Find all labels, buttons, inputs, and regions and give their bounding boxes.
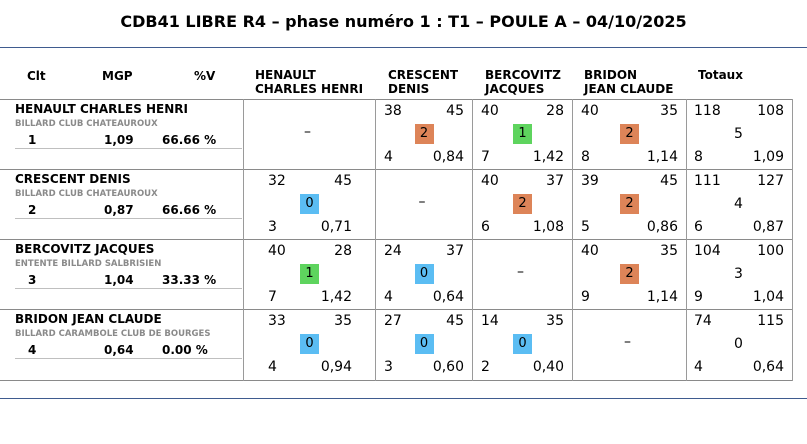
match-score-badge: 2 <box>513 194 532 214</box>
total-average: 1,04 <box>752 289 784 305</box>
match-points: 40 <box>581 243 599 259</box>
match-innings: 3 <box>268 219 277 235</box>
total-innings: 4 <box>694 359 703 375</box>
header-clt: Clt <box>27 69 46 83</box>
row-separator <box>0 239 792 240</box>
match-points: 40 <box>268 243 286 259</box>
match-distance: 37 <box>446 243 464 259</box>
match-average: 0,94 <box>320 359 352 375</box>
match-distance: 35 <box>546 313 564 329</box>
match-distance: 45 <box>446 313 464 329</box>
match-points: 33 <box>268 313 286 329</box>
self-match-marker: – <box>624 334 631 350</box>
total-distance: 100 <box>757 243 784 259</box>
player-mgp: 1,09 <box>104 133 134 147</box>
player-pct: 66.66 % <box>162 203 217 217</box>
total-match-points: 3 <box>734 266 743 282</box>
header-totaux: Totaux <box>698 68 743 82</box>
player-mgp: 0,87 <box>104 203 134 217</box>
total-match-points: 5 <box>734 126 743 142</box>
match-points: 32 <box>268 173 286 189</box>
page-title: CDB41 LIBRE R4 – phase numéro 1 : T1 – POULE A – 04/10/2025 <box>120 12 687 31</box>
row-separator <box>0 99 792 100</box>
match-points: 39 <box>581 173 599 189</box>
match-score-badge: 0 <box>513 334 532 354</box>
player-name: BRIDON JEAN CLAUDE <box>15 312 162 326</box>
match-average: 0,86 <box>646 219 678 235</box>
total-average: 0,87 <box>752 219 784 235</box>
header-col2-line2: DENIS <box>388 82 430 96</box>
match-points: 40 <box>481 103 499 119</box>
match-average: 1,42 <box>320 289 352 305</box>
match-innings: 4 <box>384 289 393 305</box>
match-score-badge: 2 <box>415 124 434 144</box>
match-points: 24 <box>384 243 402 259</box>
match-distance: 37 <box>546 173 564 189</box>
match-average: 1,08 <box>532 219 564 235</box>
player-name: CRESCENT DENIS <box>15 172 131 186</box>
match-score-badge: 0 <box>415 264 434 284</box>
header-col3-line2: JACQUES <box>485 82 545 96</box>
total-match-points: 4 <box>734 196 743 212</box>
header-col3 <box>485 68 561 96</box>
total-average: 1,09 <box>752 149 784 165</box>
match-innings: 8 <box>581 149 590 165</box>
total-average: 0,64 <box>752 359 784 375</box>
match-innings: 4 <box>384 149 393 165</box>
match-distance: 28 <box>546 103 564 119</box>
header-col1-line1: HENAULT <box>255 68 316 82</box>
match-score-badge: 2 <box>620 124 639 144</box>
header-col1 <box>255 68 363 96</box>
match-distance: 35 <box>660 243 678 259</box>
row-separator <box>0 380 792 381</box>
total-match-points: 0 <box>734 336 743 352</box>
stat-underline <box>15 358 242 359</box>
column-separator <box>375 99 376 381</box>
match-score-badge: 2 <box>620 194 639 214</box>
column-separator <box>572 99 573 381</box>
total-points: 104 <box>694 243 721 259</box>
header-col2-line1: CRESCENT <box>388 68 459 82</box>
total-points: 118 <box>694 103 721 119</box>
total-distance: 108 <box>757 103 784 119</box>
match-innings: 6 <box>481 219 490 235</box>
total-innings: 9 <box>694 289 703 305</box>
header-col4 <box>584 68 673 96</box>
match-average: 1,14 <box>646 149 678 165</box>
self-match-marker: – <box>517 264 524 280</box>
match-distance: 45 <box>660 173 678 189</box>
total-distance: 115 <box>757 313 784 329</box>
match-average: 0,60 <box>432 359 464 375</box>
header-pct: %V <box>194 69 216 83</box>
match-points: 27 <box>384 313 402 329</box>
match-points: 40 <box>481 173 499 189</box>
match-points: 38 <box>384 103 402 119</box>
self-match-marker: – <box>304 124 311 140</box>
match-score-badge: 2 <box>620 264 639 284</box>
player-pct: 33.33 % <box>162 273 217 287</box>
player-rank: 2 <box>28 203 37 217</box>
match-innings: 7 <box>268 289 277 305</box>
header-mgp: MGP <box>102 69 133 83</box>
player-rank: 1 <box>28 133 37 147</box>
player-rank: 4 <box>28 343 37 357</box>
match-average: 1,42 <box>532 149 564 165</box>
match-points: 14 <box>481 313 499 329</box>
match-points: 40 <box>581 103 599 119</box>
stat-underline <box>15 148 242 149</box>
match-average: 0,40 <box>532 359 564 375</box>
match-distance: 45 <box>334 173 352 189</box>
total-innings: 6 <box>694 219 703 235</box>
match-average: 0,64 <box>432 289 464 305</box>
player-club: BILLARD CLUB CHATEAUROUX <box>15 119 158 129</box>
header-col1-line2: CHARLES HENRI <box>255 82 364 96</box>
match-distance: 35 <box>660 103 678 119</box>
top-divider <box>0 47 807 48</box>
stat-underline <box>15 288 242 289</box>
row-separator <box>0 309 792 310</box>
stat-underline <box>15 218 242 219</box>
total-innings: 8 <box>694 149 703 165</box>
match-average: 0,71 <box>320 219 352 235</box>
column-separator <box>472 99 473 381</box>
header-col4-line1: BRIDON <box>584 68 638 82</box>
match-distance: 28 <box>334 243 352 259</box>
player-club: ENTENTE BILLARD SALBRISIEN <box>15 259 162 269</box>
column-separator <box>792 99 793 381</box>
total-points: 111 <box>694 173 721 189</box>
player-pct: 0.00 % <box>162 343 208 357</box>
match-innings: 9 <box>581 289 590 305</box>
match-distance: 45 <box>446 103 464 119</box>
match-score-badge: 0 <box>300 334 319 354</box>
total-distance: 127 <box>757 173 784 189</box>
match-score-badge: 0 <box>300 194 319 214</box>
match-distance: 35 <box>334 313 352 329</box>
match-score-badge: 0 <box>415 334 434 354</box>
bottom-divider <box>0 398 807 399</box>
match-innings: 2 <box>481 359 490 375</box>
self-match-marker: – <box>418 194 426 210</box>
player-club: BILLARD CLUB CHATEAUROUX <box>15 189 158 199</box>
total-points: 74 <box>694 313 712 329</box>
header-col3-line1: BERCOVITZ <box>485 68 561 82</box>
match-score-badge: 1 <box>300 264 319 284</box>
player-name: HENAULT CHARLES HENRI <box>15 102 188 116</box>
player-pct: 66.66 % <box>162 133 217 147</box>
match-innings: 4 <box>268 359 277 375</box>
player-mgp: 1,04 <box>104 273 134 287</box>
column-separator <box>243 99 244 381</box>
match-innings: 3 <box>384 359 393 375</box>
match-innings: 7 <box>481 149 490 165</box>
player-rank: 3 <box>28 273 37 287</box>
match-average: 1,14 <box>646 289 678 305</box>
player-club: BILLARD CARAMBOLE CLUB DE BOURGES <box>15 329 211 339</box>
row-separator <box>0 169 792 170</box>
match-average: 0,84 <box>432 149 464 165</box>
header-col4-line2: JEAN CLAUDE <box>584 82 674 96</box>
column-separator <box>686 99 687 381</box>
header-col2 <box>388 68 458 96</box>
player-name: BERCOVITZ JACQUES <box>15 242 155 256</box>
match-score-badge: 1 <box>513 124 532 144</box>
player-mgp: 0,64 <box>104 343 134 357</box>
match-innings: 5 <box>581 219 590 235</box>
